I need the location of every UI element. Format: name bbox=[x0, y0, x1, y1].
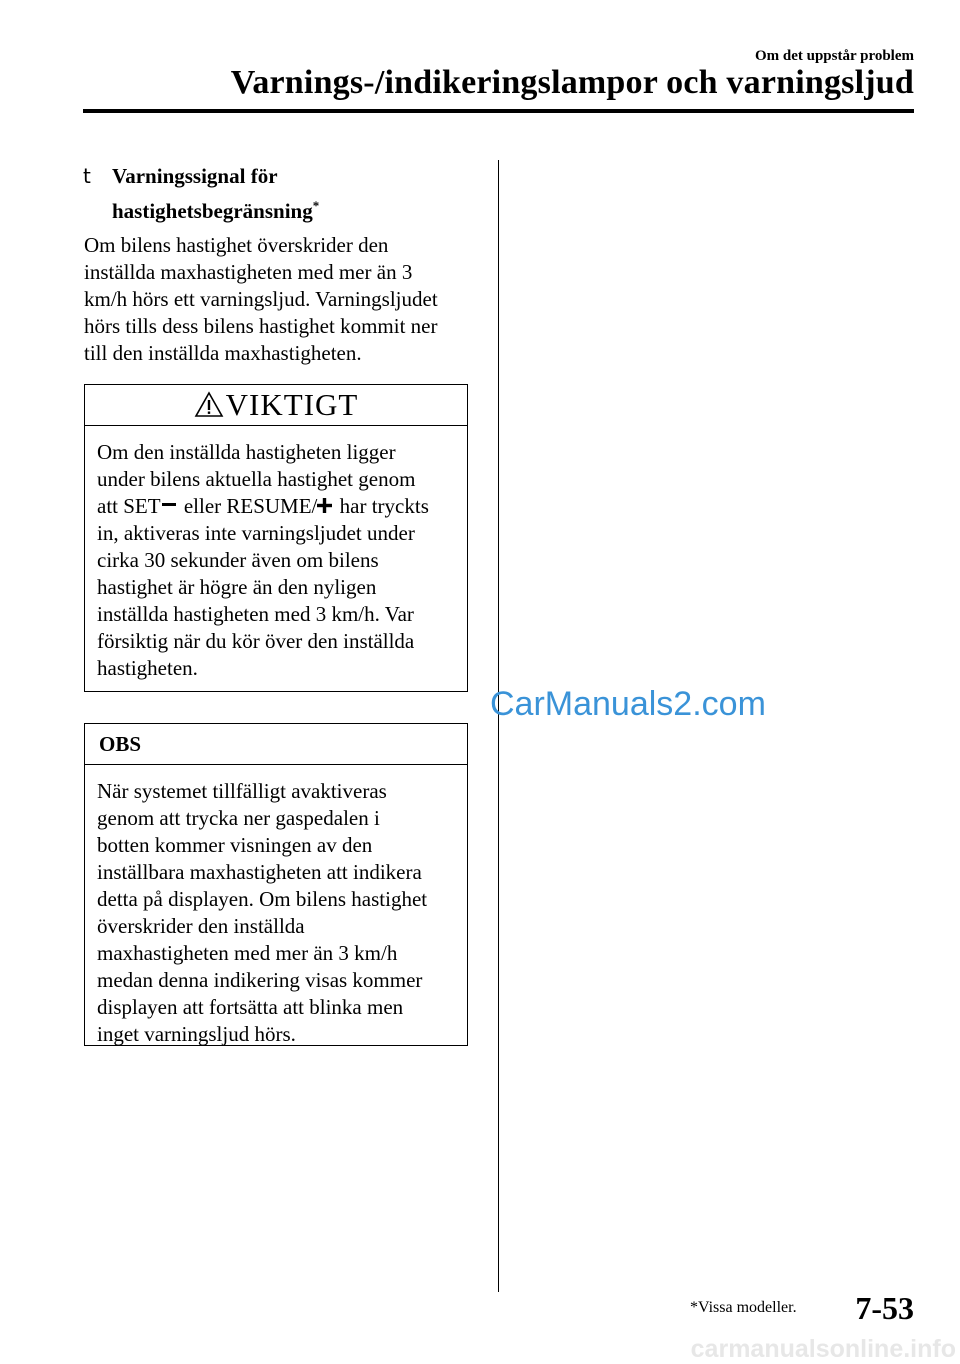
viktigt-line: Om den inställda hastigheten ligger bbox=[97, 440, 396, 464]
obs-line: överskrider den inställda bbox=[97, 914, 305, 938]
viktigt-line: under bilens aktuella hastighet genom bbox=[97, 467, 416, 491]
viktigt-line bbox=[97, 493, 455, 520]
obs-line: När systemet tillfälligt avaktiveras bbox=[97, 779, 387, 803]
watermark-logo: CarManuals2.com bbox=[490, 685, 766, 723]
running-header-chapter: Varnings-/indikeringslampor och varningsljud bbox=[230, 64, 914, 101]
viktigt-line-part: eller RESUME/ bbox=[178, 494, 318, 518]
obs-line: inställbara maxhastigheten att indikera bbox=[97, 860, 422, 884]
viktigt-line: hastighet är högre än den nyligen bbox=[97, 575, 377, 599]
set-minus-icon bbox=[162, 503, 176, 506]
header-rule bbox=[83, 109, 914, 113]
warning-triangle-icon bbox=[194, 391, 224, 418]
section-title-line-1: Varningssignal för bbox=[112, 164, 278, 188]
body-line: km/h hörs ett varningsljud. Varningsljudet bbox=[84, 287, 438, 311]
obs-box bbox=[84, 723, 468, 1046]
body-line: hörs tills dess bilens hastighet kommit ner bbox=[84, 314, 438, 338]
obs-header: OBS bbox=[85, 724, 467, 765]
viktigt-line: hastigheten. bbox=[97, 656, 198, 680]
viktigt-line-part: att SET bbox=[97, 494, 161, 518]
running-header-section: Om det uppstår problem bbox=[754, 48, 914, 64]
obs-line: detta på displayen. Om bilens hastighet bbox=[97, 887, 428, 911]
obs-line: medan denna indikering visas kommer bbox=[97, 968, 423, 992]
viktigt-line: in, aktiveras inte varningsljudet under bbox=[97, 521, 415, 545]
obs-line: genom att trycka ner gaspedalen i bbox=[97, 806, 380, 830]
obs-body bbox=[85, 765, 467, 1048]
body-line: inställda maxhastigheten med mer än 3 bbox=[84, 260, 413, 284]
obs-line: maxhastigheten med mer än 3 km/h bbox=[97, 941, 398, 965]
viktigt-line: inställda hastigheten med 3 km/h. Var bbox=[97, 602, 414, 626]
availability-mark: * bbox=[312, 198, 320, 213]
body-line: Om bilens hastighet överskrider den bbox=[84, 233, 389, 257]
viktigt-box bbox=[84, 384, 468, 692]
viktigt-body bbox=[85, 426, 467, 682]
viktigt-header bbox=[85, 385, 467, 426]
section-bullet: t bbox=[83, 164, 91, 188]
section-body bbox=[84, 232, 484, 367]
viktigt-title: VIKTIGT bbox=[225, 387, 359, 422]
site-watermark: carmanualsonline.info bbox=[690, 1335, 956, 1363]
footnote: *Vissa modeller. bbox=[690, 1299, 797, 1316]
page-number: 7-53 bbox=[855, 1290, 914, 1326]
obs-line: displayen att fortsätta att blinka men bbox=[97, 995, 404, 1019]
viktigt-line: försiktig när du kör över den inställda bbox=[97, 629, 415, 653]
body-line: till den inställda maxhastigheten. bbox=[84, 341, 362, 365]
section-title-line-2-text: hastighetsbegränsning bbox=[112, 199, 313, 223]
obs-line: botten kommer visningen av den bbox=[97, 833, 373, 857]
column-divider bbox=[498, 160, 499, 1292]
section-title-line-2 bbox=[112, 191, 482, 226]
viktigt-line-part: har tryckts bbox=[334, 494, 429, 518]
viktigt-line: cirka 30 sekunder även om bilens bbox=[97, 548, 379, 572]
obs-line: inget varningsljud hörs. bbox=[97, 1022, 296, 1046]
section-title bbox=[112, 161, 482, 226]
resume-plus-icon bbox=[317, 498, 332, 513]
